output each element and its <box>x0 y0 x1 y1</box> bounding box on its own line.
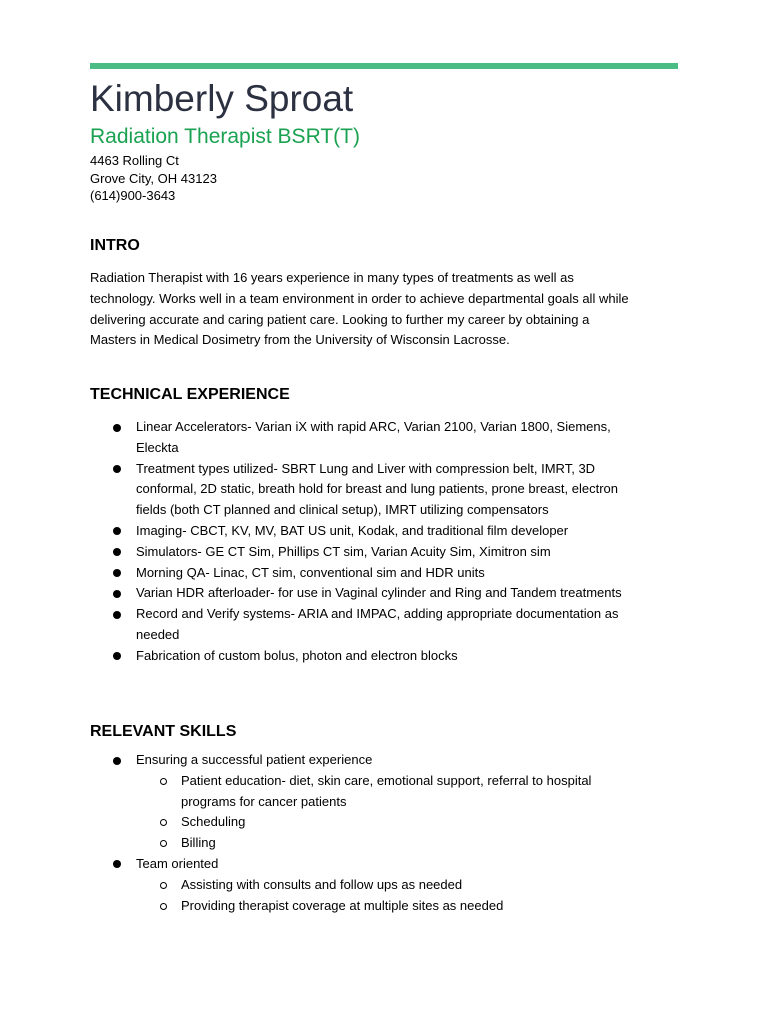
list-item-text: Simulators- GE CT Sim, Phillips CT sim, Varian Acuity Sim, Ximitron sim <box>136 543 551 559</box>
list-item <box>90 604 636 646</box>
bullet-icon <box>113 757 121 765</box>
list-item-text: Morning QA- Linac, CT sim, conventional sim and HDR units <box>136 564 485 580</box>
hollow-bullet-icon <box>160 778 167 785</box>
sub-list-item <box>136 812 631 833</box>
list-item <box>90 521 636 542</box>
list-item-text: Fabrication of custom bolus, photon and electron blocks <box>136 647 458 663</box>
bullet-icon <box>113 590 121 598</box>
list-item <box>90 583 636 604</box>
hollow-bullet-icon <box>160 882 167 889</box>
hollow-bullet-icon <box>160 903 167 910</box>
list-item <box>90 542 636 563</box>
list-item <box>90 563 636 584</box>
technical-experience-heading: TECHNICAL EXPERIENCE <box>90 386 290 403</box>
bullet-icon <box>113 611 121 619</box>
bullet-icon <box>113 527 121 535</box>
intro-heading: INTRO <box>90 237 140 254</box>
bullet-icon <box>113 548 121 556</box>
list-item-text: Ensuring a successful patient experience <box>136 752 373 767</box>
sub-list-item-text: Assisting with consults and follow ups as needed <box>181 876 463 892</box>
address-line-1: 4463 Rolling Ct <box>90 153 179 168</box>
list-item-text: Record and Verify systems- ARIA and IMPAC, adding appropriate documentation as needed <box>136 606 619 642</box>
bullet-icon <box>113 860 121 868</box>
candidate-name: Kimberly Sproat <box>90 78 354 119</box>
bullet-icon <box>113 424 121 432</box>
list-item-text: Varian HDR afterloader- for use in Vaginal cylinder and Ring and Tandem treatments <box>136 585 622 601</box>
bullet-icon <box>113 465 121 473</box>
relevant-skills-heading: RELEVANT SKILLS <box>90 723 237 740</box>
candidate-title: Radiation Therapist BSRT(T) <box>90 125 360 148</box>
sub-list-item-text: Billing <box>181 835 216 851</box>
list-item <box>90 646 636 667</box>
list-item <box>90 854 636 916</box>
list-item <box>90 459 636 521</box>
list-item-text: Treatment types utilized- SBRT Lung and Liver with compression belt, IMRT, 3D conformal, 2D static, breath hold for breast and lung patients, prone breast, electron fields (both CT planned and clinical setup), IMRT utilizing compensators <box>136 460 618 518</box>
address-line-2: Grove City, OH 43123 <box>90 170 217 186</box>
technical-experience-list <box>90 417 678 667</box>
sub-list-item <box>136 833 631 854</box>
list-item <box>90 750 636 854</box>
sub-list-item-text: Patient education- diet, skin care, emotional support, referral to hospital programs for cancer patients <box>181 772 592 809</box>
sub-list <box>136 875 636 917</box>
sub-list <box>136 771 636 854</box>
hollow-bullet-icon <box>160 840 167 847</box>
sub-list-item <box>136 875 631 896</box>
list-item-text: Team oriented <box>136 855 219 871</box>
contact-block <box>90 152 217 205</box>
sub-list-item-text: Scheduling <box>181 814 246 830</box>
sub-list-item <box>136 771 631 813</box>
intro-paragraph: Radiation Therapist with 16 years experience in many types of treatments as well as technology. Works well in a team environment in order to achieve departmental goals all while delivering accurate and caring patient care. Looking to further my career by obtaining a Masters in Medical Dosimetry from the University of Wisconsin Lacrosse. <box>90 270 629 348</box>
header-accent-rule <box>90 63 678 69</box>
bullet-icon <box>113 569 121 577</box>
sub-list-item-text: Providing therapist coverage at multiple sites as needed <box>181 897 504 913</box>
list-item <box>90 417 636 459</box>
sub-list-item <box>136 896 631 917</box>
bullet-icon <box>113 652 121 660</box>
relevant-skills-list <box>90 750 678 916</box>
list-item-text: Linear Accelerators- Varian iX with rapid ARC, Varian 2100, Varian 1800, Siemens, Eleckta <box>136 419 611 455</box>
list-item-text: Imaging- CBCT, KV, MV, BAT US unit, Kodak, and traditional film developer <box>136 522 569 538</box>
hollow-bullet-icon <box>160 819 167 826</box>
phone-number: (614)900-3643 <box>90 188 176 203</box>
